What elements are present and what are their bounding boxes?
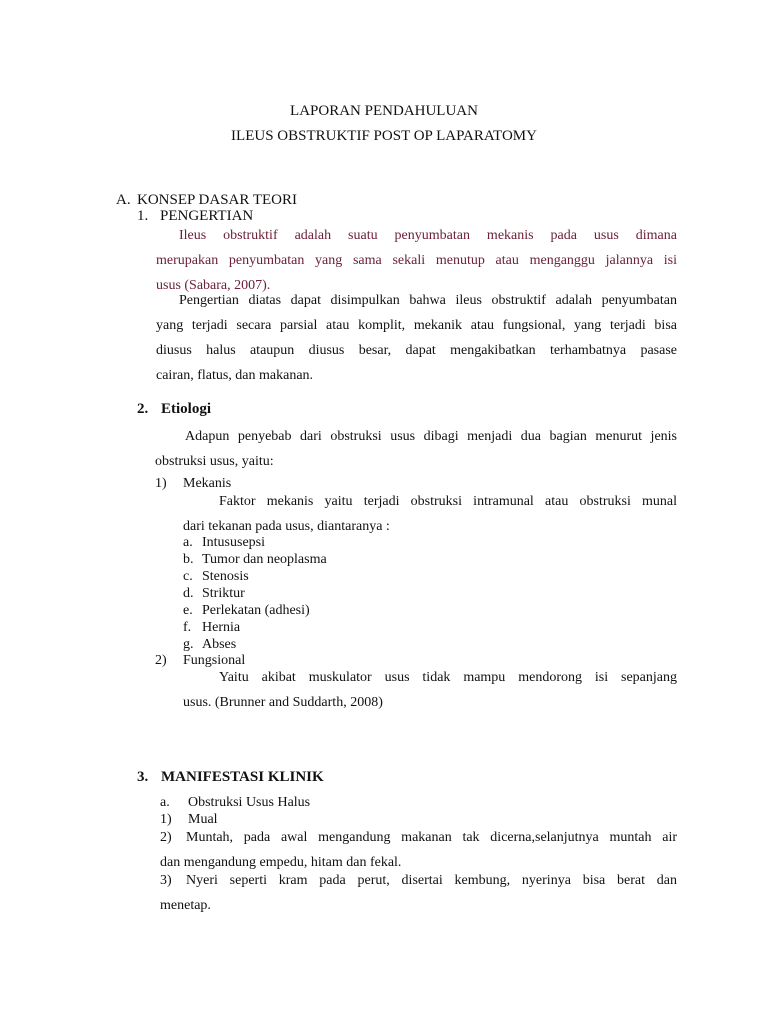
pengertian-paragraph-2 xyxy=(156,288,677,388)
list-marker: c. xyxy=(183,569,193,584)
list-text: Perlekatan (adhesi) xyxy=(202,603,310,618)
list-marker: b. xyxy=(183,552,194,567)
gejala-marker: 1) xyxy=(160,812,172,827)
paragraph-line: menetap. xyxy=(160,898,211,913)
list-item xyxy=(183,637,327,654)
obstruksi-usus-halus-heading xyxy=(160,795,310,811)
list-marker: f. xyxy=(183,620,192,635)
document-subtitle: ILEUS OBSTRUKTIF POST OP LAPARATOMY xyxy=(231,128,537,144)
fungsional-paragraph xyxy=(183,665,677,715)
paragraph-line: merupakan penyumbatan yang sama sekali menutup atau menganggu jalannya isi xyxy=(156,253,677,268)
gejala-text: Muntah, pada awal mengandung makanan tak dicerna,selanjutnya muntah air xyxy=(186,830,677,845)
etiologi-intro xyxy=(155,424,677,474)
list-marker: e. xyxy=(183,603,193,618)
list-item xyxy=(183,586,327,603)
paragraph-line: usus (Sabara, 2007). xyxy=(156,278,271,293)
list-item xyxy=(183,569,327,586)
section-2-heading xyxy=(137,401,211,418)
gejala-text: Nyeri seperti kram pada perut, disertai kembung, nyerinya bisa berat dan xyxy=(186,873,677,888)
document-title: LAPORAN PENDAHULUAN xyxy=(290,103,478,119)
pengertian-paragraph-1 xyxy=(156,223,677,298)
paragraph-line: yang terjadi secara parsial atau komplit, mekanik atau fungsional, yang terjadi bisa xyxy=(156,318,677,333)
paragraph-line: Yaitu akibat muskulator usus tidak mampu mendorong isi sepanjang xyxy=(219,670,677,685)
section-a-heading xyxy=(116,192,297,209)
section-3-marker: 3. xyxy=(137,769,149,785)
list-item xyxy=(183,535,327,552)
mekanis-marker: 1) xyxy=(155,476,167,491)
paragraph-line: cairan, flatus, dan makanan. xyxy=(156,368,314,383)
paragraph-line: Adapun penyebab dari obstruksi usus dibagi menjadi dua bagian menurut jenis xyxy=(185,429,677,444)
paragraph-line xyxy=(160,825,677,850)
mekanis-label: Mekanis xyxy=(183,476,232,491)
list-marker: g. xyxy=(183,637,194,652)
list-text: Stenosis xyxy=(202,569,249,584)
list-text: Hernia xyxy=(202,620,241,635)
list-item xyxy=(183,603,327,620)
paragraph-line xyxy=(160,868,677,893)
gejala-marker: 3) xyxy=(160,873,172,888)
paragraph-line: Ileus obstruktif adalah suatu penyumbatan mekanis pada usus dimana xyxy=(179,228,677,243)
section-1-marker: 1. xyxy=(137,208,149,224)
obstruksi-marker: a. xyxy=(160,795,170,810)
list-item xyxy=(183,552,327,569)
paragraph-line: Faktor mekanis yaitu terjadi obstruksi intramunal atau obstruksi munal xyxy=(219,494,677,509)
fungsional-label: Fungsional xyxy=(183,653,246,668)
list-marker: d. xyxy=(183,586,194,601)
gejala-marker: 2) xyxy=(160,830,172,845)
section-2-marker: 2. xyxy=(137,401,149,417)
paragraph-line: usus. (Brunner and Suddarth, 2008) xyxy=(183,695,383,710)
mekanis-paragraph xyxy=(183,489,677,539)
section-3-heading xyxy=(137,769,324,786)
fungsional-marker: 2) xyxy=(155,653,167,668)
paragraph-line: obstruksi usus, yaitu: xyxy=(155,454,274,469)
section-a-label: KONSEP DASAR TEORI xyxy=(137,192,298,208)
paragraph-line: dan mengandung empedu, hitam dan fekal. xyxy=(160,855,402,870)
list-text: Intususepsi xyxy=(202,535,265,550)
list-text: Striktur xyxy=(202,586,245,601)
paragraph-line: Pengertian diatas dapat disimpulkan bahwa ileus obstruktif adalah penyumbatan xyxy=(179,293,677,308)
section-a-marker: A. xyxy=(116,192,131,208)
gejala-item-3 xyxy=(160,868,677,918)
gejala-text: Mual xyxy=(188,812,218,827)
section-3-label: MANIFESTASI KLINIK xyxy=(161,769,324,785)
obstruksi-label: Obstruksi Usus Halus xyxy=(188,795,311,810)
paragraph-line: diusus halus ataupun diusus besar, dapat mengakibatkan terhambatnya pasase xyxy=(156,343,677,358)
list-marker: a. xyxy=(183,535,193,550)
list-item xyxy=(183,620,327,637)
list-text: Tumor dan neoplasma xyxy=(202,552,327,567)
section-2-label: Etiologi xyxy=(161,401,212,417)
list-text: Abses xyxy=(202,637,237,652)
section-1-label: PENGERTIAN xyxy=(160,208,254,224)
mekanis-list xyxy=(183,535,327,654)
paragraph-line: dari tekanan pada usus, diantaranya : xyxy=(183,519,390,534)
